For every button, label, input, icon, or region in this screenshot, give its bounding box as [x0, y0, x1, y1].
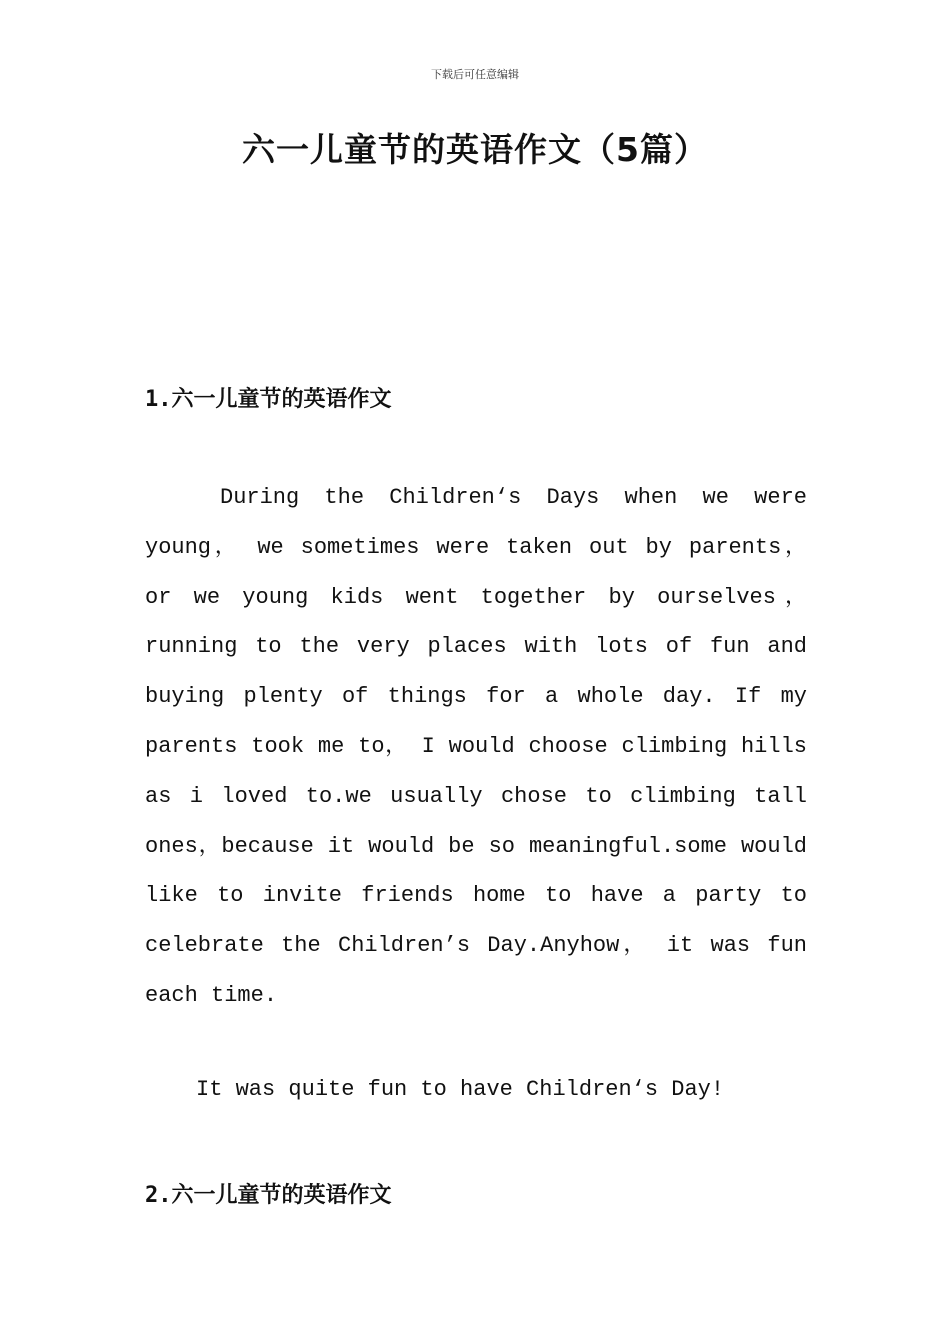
essay-closing-line: It was quite fun to have Children‘s Day! — [196, 1077, 725, 1102]
essay-paragraph-1: During the Children‘s Days when we were young， we sometimes were taken out by parents， or we young kids went together by ourselves， running to the very places with lots of fun and buying plenty of things for a whole day. If my parents took me to， I would choose climbing hills as i loved to.we usually chose to climbing tall ones，because it would be so meaningful.some would like to invite friends home to have a party to celebrate the Children’s Day.Anyhow， it was fun each time. — [145, 485, 807, 1008]
section-heading-2: 2.六一儿童节的英语作文 — [145, 1183, 392, 1208]
section-heading-1: 1.六一儿童节的英语作文 — [145, 387, 392, 412]
header-note: 下载后可任意编辑 — [431, 68, 519, 81]
document-title: 六一儿童节的英语作文（5篇） — [242, 130, 708, 169]
